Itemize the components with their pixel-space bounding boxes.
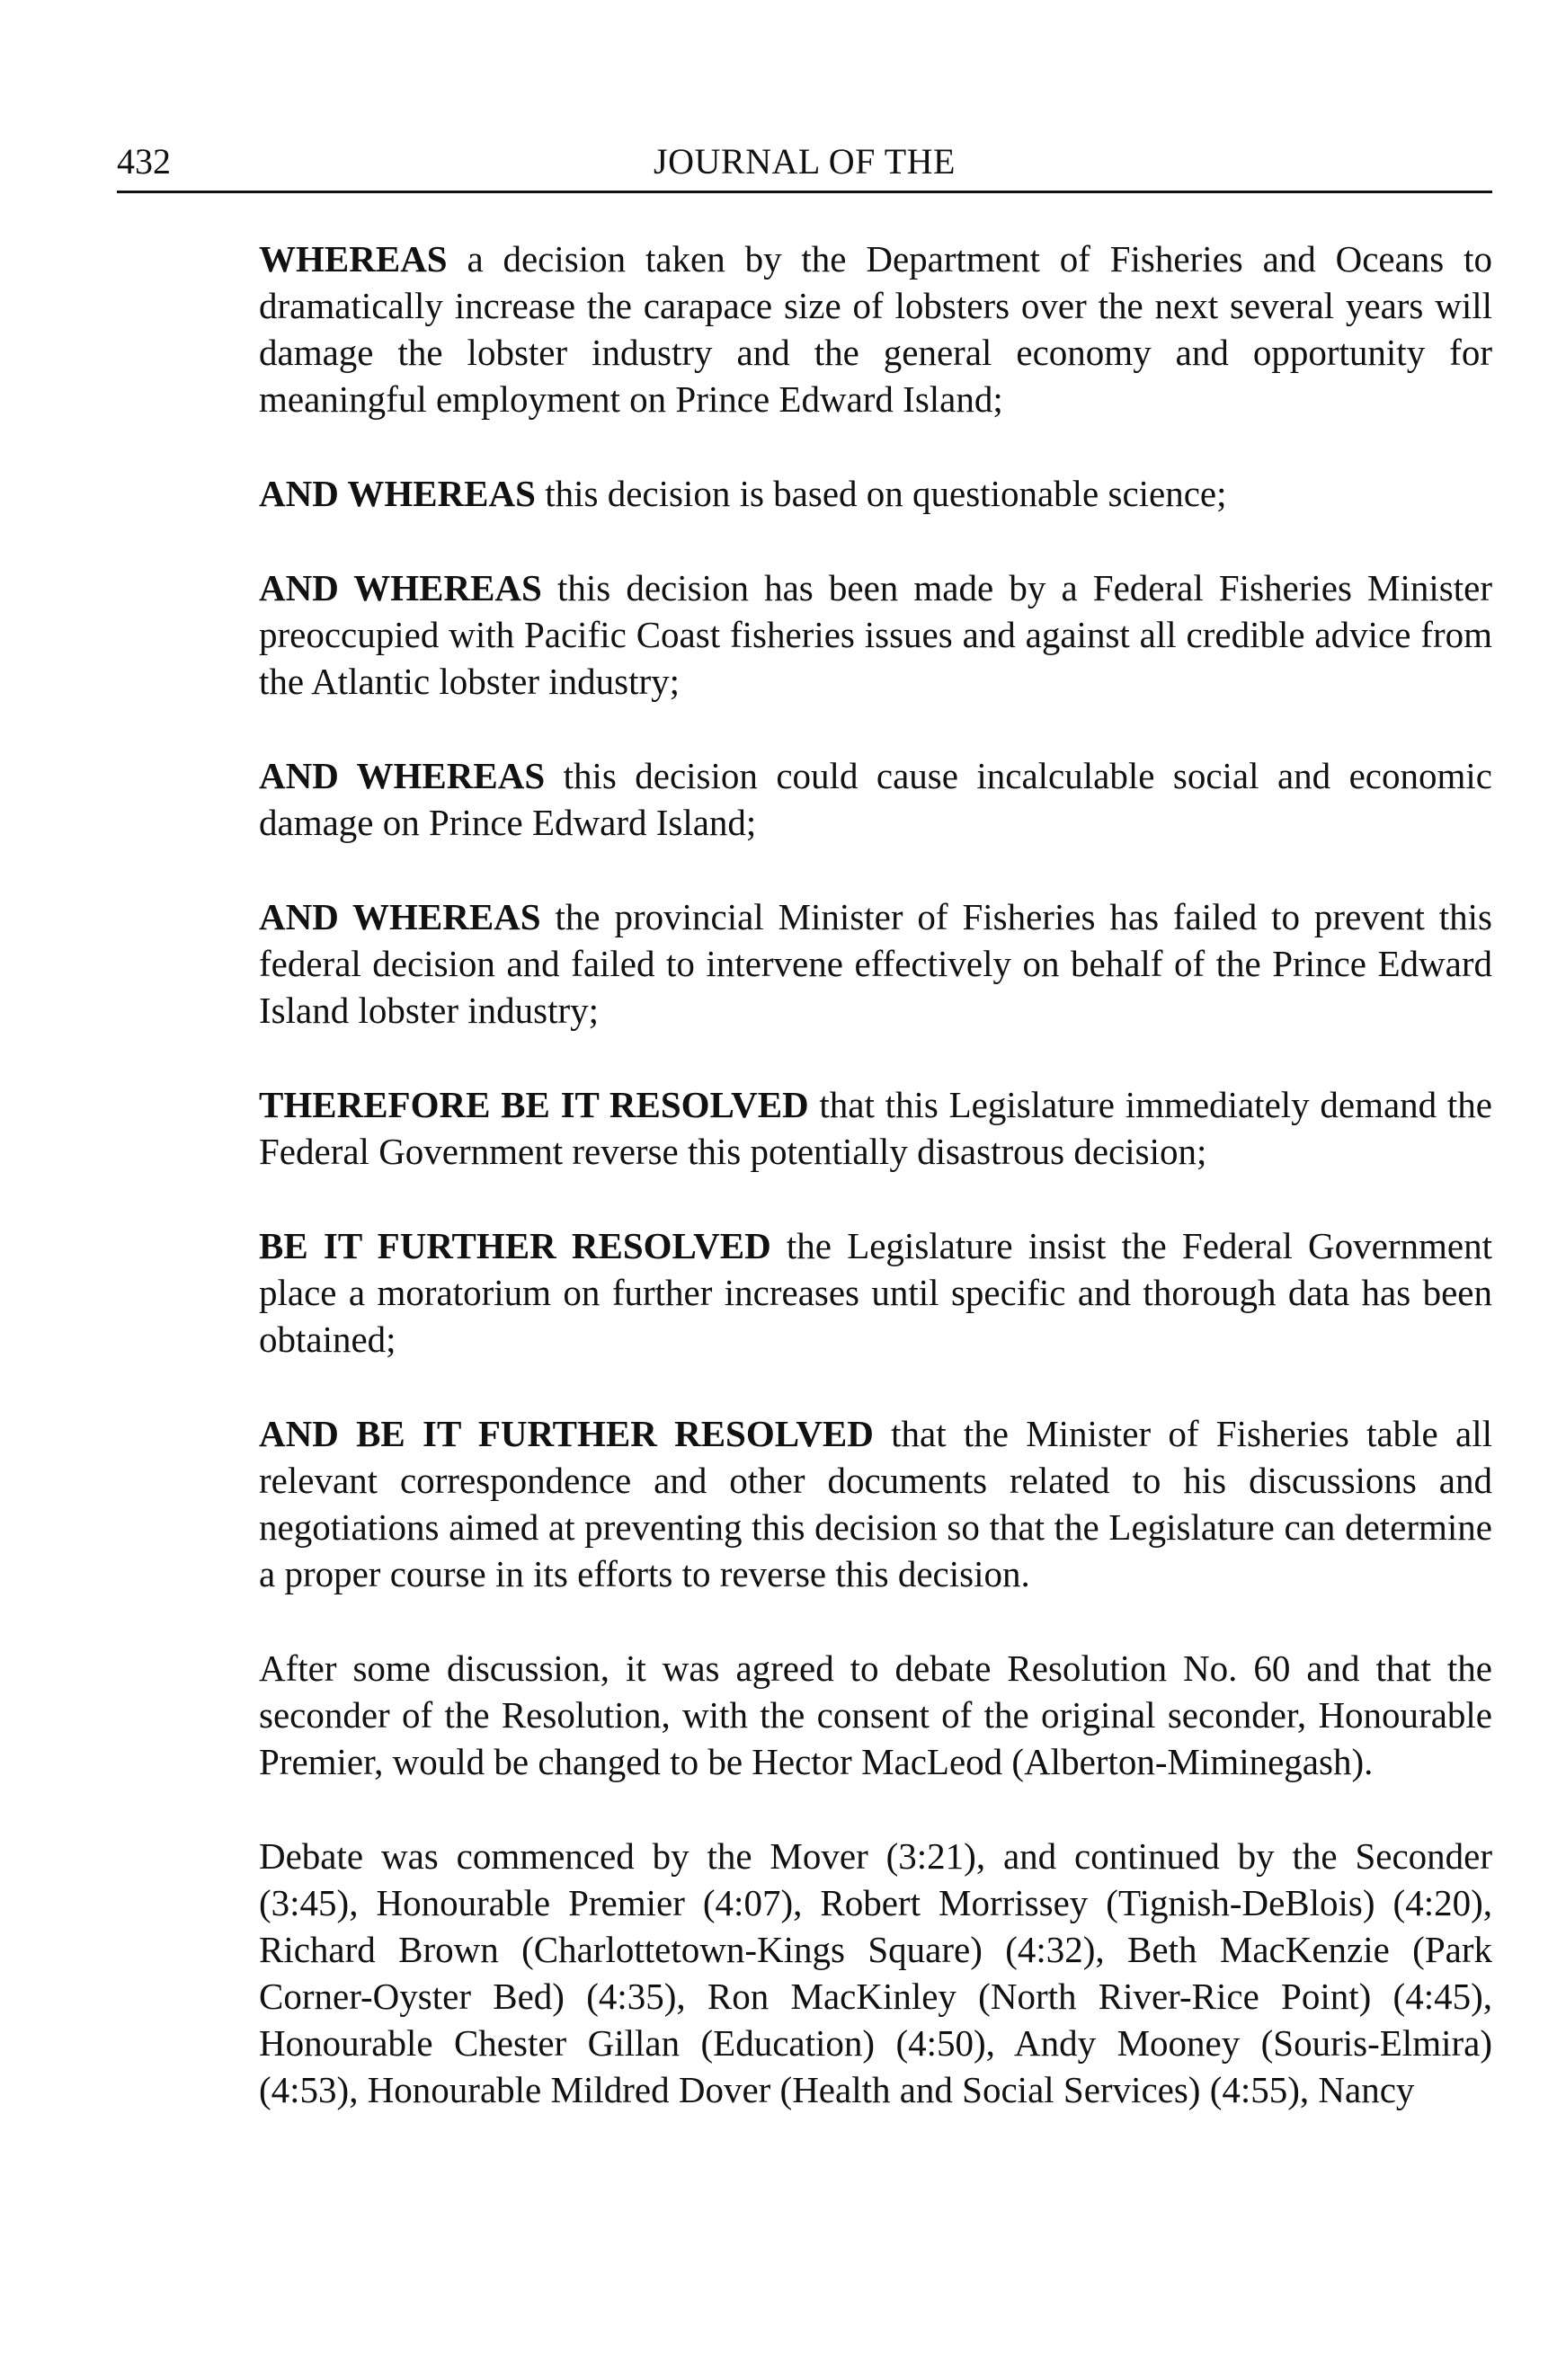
paragraph-text: that this Legislature immediately demand the Federal Government reverse this potentially disastrous decision; <box>259 1084 1492 1172</box>
document-body <box>259 235 1492 2161</box>
page-number: 432 <box>117 141 171 182</box>
header-rule <box>117 191 1492 193</box>
resolved-paragraph <box>259 1081 1492 1175</box>
whereas-paragraph <box>259 235 1492 422</box>
paragraph-lead: AND WHEREAS <box>259 473 536 514</box>
paragraph-text: a decision taken by the Department of Fisheries and Oceans to dramatically increase the carapace size of lobsters over the next several years will damage the lobster industry and the general economy and opportunity for meaningful employment on Prince Edward Island; <box>259 238 1492 420</box>
paragraph-lead: WHEREAS <box>259 238 448 280</box>
whereas-paragraph <box>259 470 1492 517</box>
resolved-paragraph <box>259 1222 1492 1363</box>
debate-paragraph <box>259 1833 1492 2113</box>
discussion-paragraph <box>259 1645 1492 1785</box>
paragraph-text: that the Minister of Fisheries table all relevant correspondence and other documents related to his discussions and negotiations aimed at preventing this decision so that the Legislature can determine a proper course in its efforts to reverse this decision. <box>259 1413 1492 1594</box>
resolved-paragraph <box>259 1410 1492 1597</box>
page-header <box>117 135 1492 189</box>
paragraph-lead: AND WHEREAS <box>259 567 542 608</box>
paragraph-text: the provincial Minister of Fisheries has failed to prevent this federal decision and failed to intervene effectively on behalf of the Prince Edward Island lobster industry; <box>259 896 1492 1031</box>
paragraph-lead: AND BE IT FURTHER RESOLVED <box>259 1413 874 1454</box>
paragraph-lead: AND WHEREAS <box>259 755 546 796</box>
paragraph-text: this decision could cause incalculable social and economic damage on Prince Edward Island; <box>259 755 1492 843</box>
paragraph-text: this decision has been made by a Federal Fisheries Minister preoccupied with Pacific Coast fisheries issues and against all credible advice from the Atlantic lobster industry; <box>259 567 1492 702</box>
paragraph-text: After some discussion, it was agreed to debate Resolution No. 60 and that the seconder of the Resolution, with the consent of the original seconder, Honourable Premier, would be changed to be Hector MacLeod (Alberton-Miminegash). <box>259 1647 1492 1782</box>
paragraph-lead: THEREFORE BE IT RESOLVED <box>259 1084 809 1125</box>
whereas-paragraph <box>259 752 1492 846</box>
paragraph-text: Debate was commenced by the Mover (3:21), and continued by the Seconder (3:45), Honourable Premier (4:07), Robert Morrissey (Tignish-DeBlois) (4:20), Richard Brown (Charlottetown-Kings Square) (4:32), Beth MacKenzie (Park Corner-Oyster Bed) (4:35), Ron MacKinley (North River-Rice Point) (4:45), Honourable Chester Gillan (Education) (4:50), Andy Mooney (Souris-Elmira) (4:53), Honourable Mildred Dover (Health and Social Services) (4:55), Nancy <box>259 1835 1492 2110</box>
paragraph-lead: AND WHEREAS <box>259 896 541 937</box>
paragraph-text: this decision is based on questionable science; <box>535 473 1227 514</box>
whereas-paragraph <box>259 564 1492 705</box>
running-title: JOURNAL OF THE <box>654 141 956 182</box>
whereas-paragraph <box>259 893 1492 1034</box>
paragraph-lead: BE IT FURTHER RESOLVED <box>259 1225 771 1266</box>
paragraph-text: the Legislature insist the Federal Government place a moratorium on further increases until specific and thorough data has been obtained; <box>259 1225 1492 1360</box>
